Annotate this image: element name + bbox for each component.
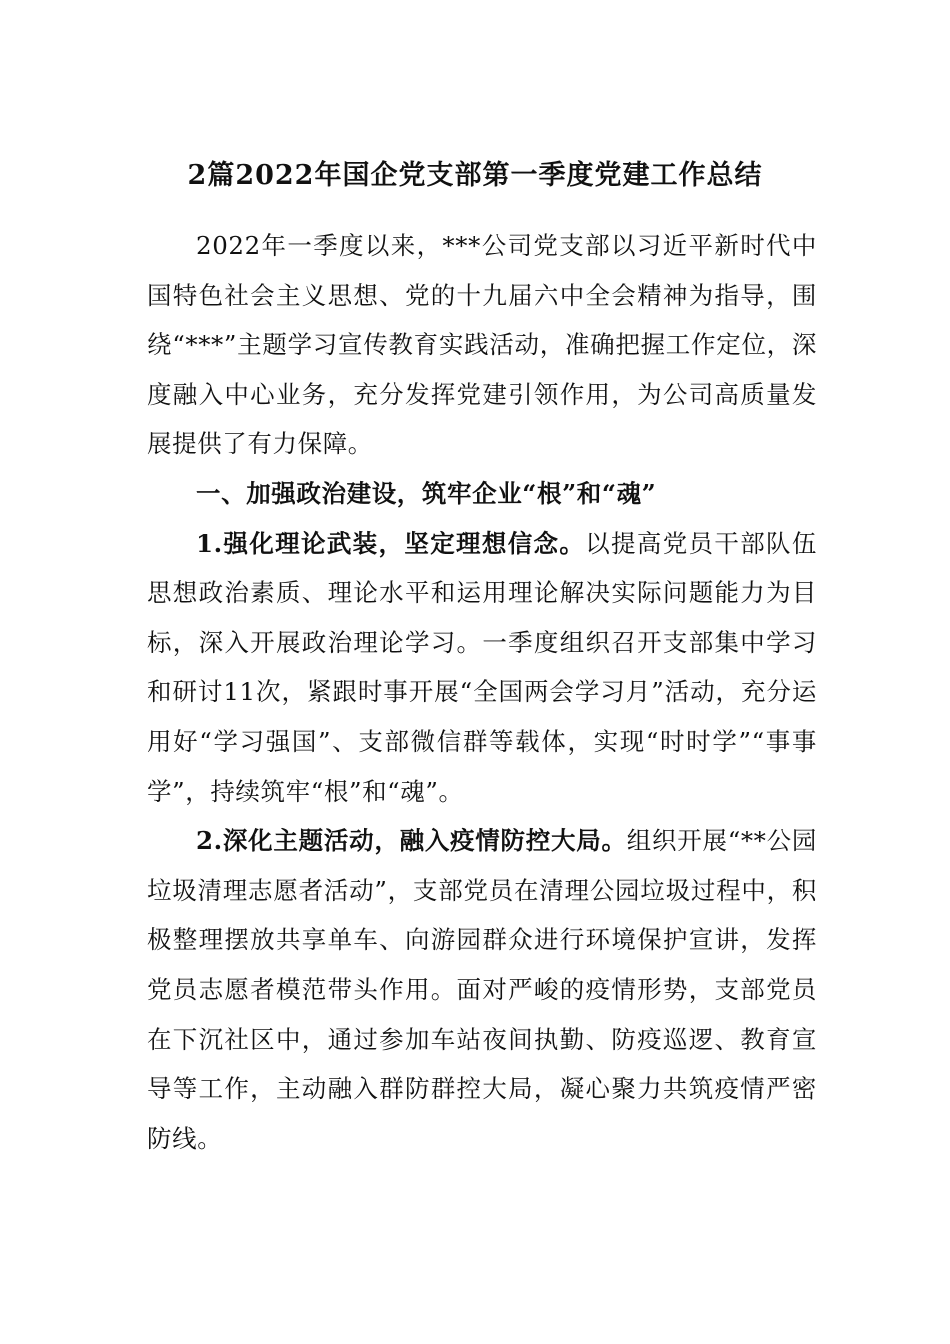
item-1-lead: 1.强化理论武装，坚定理想信念。 bbox=[196, 528, 586, 558]
item-2-body: 组织开展“**公园垃圾清理志愿者活动”，支部党员在清理公园垃圾过程中，积极整理摆放共享单车、向游园群众进行环境保护宣讲，发挥党员志愿者模范带头作用。面对严峻的疫情形势，支部党员在下沉社区中，通过参加车站夜间执勤、防疫巡逻、教育宣导等工作，主动融入群防群控大局，凝心聚力共筑疫情严密防线。 bbox=[147, 826, 817, 1153]
item-2-lead: 2.深化主题活动，融入疫情防控大局。 bbox=[196, 826, 627, 856]
item-2-paragraph bbox=[147, 816, 817, 1163]
document-body bbox=[147, 221, 817, 1163]
section-heading: 一、加强政治建设，筑牢企业“根”和“魂” bbox=[196, 478, 657, 508]
document-title: 2篇2022年国企党支部第一季度党建工作总结 bbox=[187, 160, 763, 191]
item-1-body: 以提高党员干部队伍思想政治素质、理论水平和运用理论解决实际问题能力为目标，深入开展政治理论学习。一季度组织召开支部集中学习和研讨11次，紧跟时事开展“全国两会学习月”活动，充分运用好“学习强国”、支部微信群等载体，实现“时时学”“事事学”，持续筑牢“根”和“魂”。 bbox=[147, 528, 817, 806]
intro-paragraph: 2022年一季度以来，***公司党支部以习近平新时代中国特色社会主义思想、党的十九届六中全会精神为指导，围绕“***”主题学习宣传教育实践活动，准确把握工作定位，深度融入中心业务，充分发挥党建引领作用，为公司高质量发展提供了有力保障。 bbox=[147, 231, 817, 459]
item-1-paragraph bbox=[147, 519, 817, 817]
